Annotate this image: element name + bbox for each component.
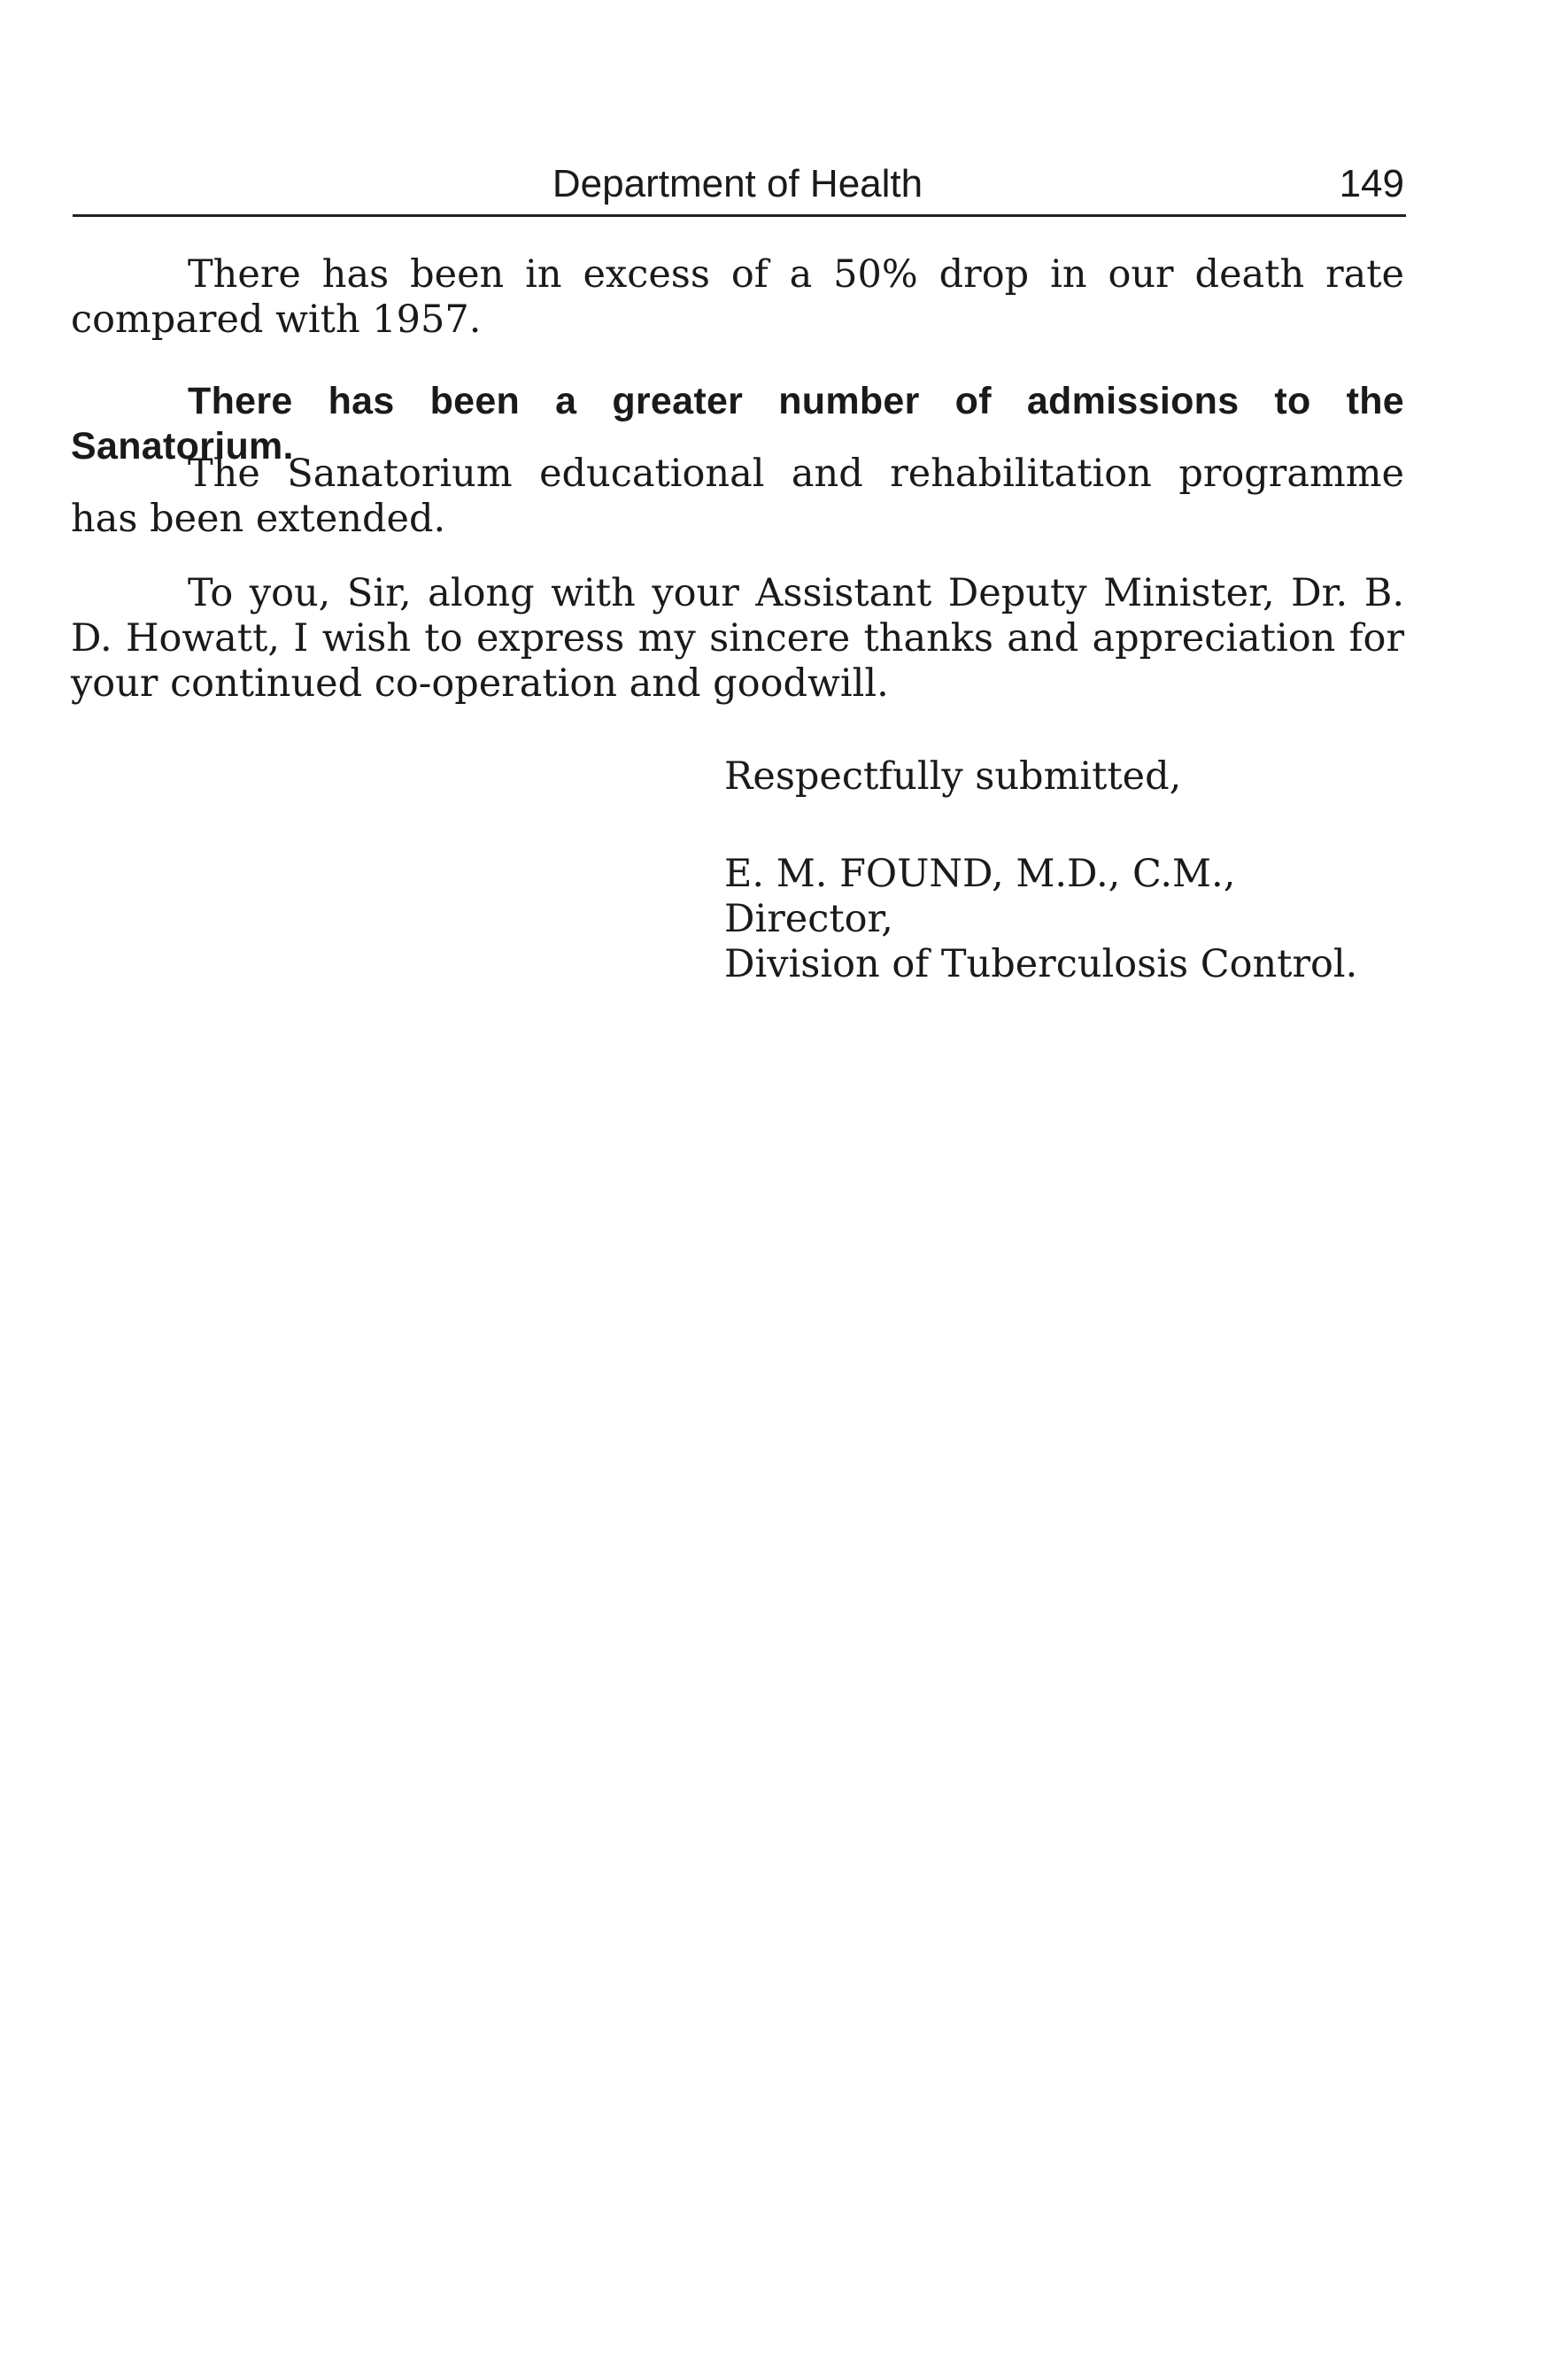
signatory-name: E. M. FOUND, M.D., C.M., — [724, 852, 1236, 896]
page-header — [71, 149, 1404, 212]
paragraph-thanks — [71, 571, 1404, 707]
paragraph-text: There has been in excess of a 50% drop in our death rate compared with 1957. — [71, 252, 1404, 342]
running-header-title: Department of Health — [552, 162, 923, 205]
paragraph-text: There has been a greater number of admissions to the Sanatorium. — [71, 380, 1404, 468]
paragraph-text: The Sanatorium educational and rehabilitation programme has been extended. — [71, 452, 1404, 541]
paragraph-text: To you, Sir, along with your Assistant Deputy Minister, Dr. B. D. Howatt, I wish to express my sincere thanks and appreciation for your continued co-operation and goodwill. — [71, 571, 1404, 706]
header-rule — [73, 214, 1406, 217]
signature-closing — [724, 754, 1397, 800]
closing-text: Respectfully submitted, — [724, 754, 1182, 799]
signature-block — [724, 852, 1397, 987]
paragraph-death-rate — [71, 252, 1404, 343]
paragraph-programme — [71, 452, 1404, 542]
page-number: 149 — [1339, 162, 1404, 205]
signatory-division: Division of Tuberculosis Control. — [724, 942, 1358, 986]
signatory-title: Director, — [724, 897, 893, 941]
